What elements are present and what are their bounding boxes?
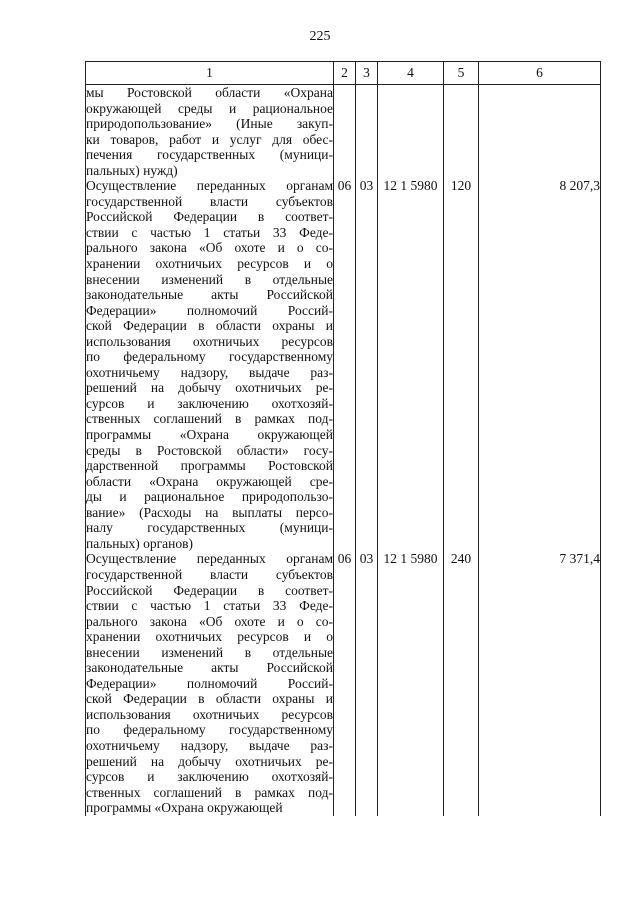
- row-subsection: 03: [356, 178, 378, 551]
- row-description: [86, 178, 334, 551]
- description-line: законодательные акты Российской: [86, 287, 333, 303]
- description-line: окружающей среды и рациональное: [86, 100, 333, 116]
- row-amount: 7 371,4: [479, 551, 601, 815]
- page-number: 225: [309, 29, 331, 44]
- description-line: Федерации» полномочий Россий-: [86, 302, 333, 318]
- description-line: решений на добычу охотничьих ре-: [86, 753, 333, 769]
- row-target: 12 1 5980: [378, 178, 444, 551]
- column-header-section: 2: [334, 62, 356, 85]
- table-body: [86, 85, 601, 816]
- description-line: законодательные акты Российской: [86, 660, 333, 676]
- row-description: [86, 85, 334, 179]
- description-line: внесении изменений в отдельные: [86, 271, 333, 287]
- row-description: [86, 551, 334, 815]
- row-amount: 8 207,3: [479, 178, 601, 551]
- description-line: хранении охотничьих ресурсов и о: [86, 256, 333, 272]
- row-subsection: 03: [356, 551, 378, 815]
- description-line: дарственной программы Ростовской: [86, 458, 333, 474]
- description-line: ственных соглашений в рамках под-: [86, 411, 333, 427]
- budget-table: [85, 61, 601, 816]
- description-line: сурсов и заключению охотхозяй-: [86, 769, 333, 785]
- column-header-target: 4: [378, 62, 444, 85]
- description-line: использования охотничьих ресурсов: [86, 333, 333, 349]
- row-expense-type: 120: [444, 178, 479, 551]
- row-section: 06: [334, 551, 356, 815]
- description-line: сурсов и заключению охотхозяй-: [86, 395, 333, 411]
- description-line: использования охотничьих ресурсов: [86, 706, 333, 722]
- row-target: [378, 85, 444, 179]
- description-line: Осуществление переданных органам: [86, 178, 333, 194]
- description-line: охотничьему надзору, выдаче раз-: [86, 364, 333, 380]
- description-line: пальных) органов): [86, 535, 194, 551]
- description-line: по федеральному государственному: [86, 349, 333, 365]
- description-line: Осуществление переданных органам: [86, 551, 333, 567]
- row-subsection: [356, 85, 378, 179]
- description-line: ствии с частью 1 статьи 33 Феде-: [86, 224, 333, 240]
- column-header-name: 1: [86, 62, 334, 85]
- column-header-subsection: 3: [356, 62, 378, 85]
- row-section: [334, 85, 356, 179]
- description-line: ды и рациональное природопользо-: [86, 489, 333, 505]
- row-amount: [479, 85, 601, 179]
- description-line: внесении изменений в отдельные: [86, 644, 333, 660]
- description-line: государственной власти субъектов: [86, 566, 333, 582]
- description-line: пальных) нужд): [86, 162, 178, 178]
- header-row: [86, 62, 601, 85]
- description-line: рального закона «Об охоте и о со-: [86, 613, 333, 629]
- table-row: [86, 85, 601, 179]
- description-line: хранении охотничьих ресурсов и о: [86, 629, 333, 645]
- description-line: ской Федерации в области охраны и: [86, 691, 333, 707]
- description-line: ки товаров, работ и услуг для обес-: [86, 131, 333, 147]
- description-line: ственных соглашений в рамках под-: [86, 784, 333, 800]
- description-line: Российской Федерации в соответ-: [86, 582, 333, 598]
- row-expense-type: [444, 85, 479, 179]
- description-line: ской Федерации в области охраны и: [86, 318, 333, 334]
- row-target: 12 1 5980: [378, 551, 444, 815]
- description-line: государственной власти субъектов: [86, 193, 333, 209]
- description-line: Российской Федерации в соответ-: [86, 209, 333, 225]
- description-line: по федеральному государственному: [86, 722, 333, 738]
- description-line: печения государственных (муници-: [86, 147, 333, 163]
- description-line: среды в Ростовской области» госу-: [86, 442, 333, 458]
- column-header-amount: 6: [479, 62, 601, 85]
- description-line: области «Охрана окружающей сре-: [86, 473, 333, 489]
- description-line: Федерации» полномочий Россий-: [86, 675, 333, 691]
- description-line: охотничьему надзору, выдаче раз-: [86, 737, 333, 753]
- description-line: решений на добычу охотничьих ре-: [86, 380, 333, 396]
- table-row: [86, 178, 601, 551]
- description-line: ствии с частью 1 статьи 33 Феде-: [86, 598, 333, 614]
- description-line: мы Ростовской области «Охрана: [86, 85, 333, 100]
- column-header-expense-type: 5: [444, 62, 479, 85]
- description-line: рального закона «Об охоте и о со-: [86, 240, 333, 256]
- description-line: вание» (Расходы на выплаты персо-: [86, 504, 333, 520]
- row-section: 06: [334, 178, 356, 551]
- description-line: программы «Охрана окружающей: [86, 800, 283, 816]
- row-expense-type: 240: [444, 551, 479, 815]
- table-row: [86, 551, 601, 815]
- description-line: программы «Охрана окружающей: [86, 427, 333, 443]
- description-line: природопользование» (Иные закуп-: [86, 116, 333, 132]
- description-line: налу государственных (муници-: [86, 520, 333, 536]
